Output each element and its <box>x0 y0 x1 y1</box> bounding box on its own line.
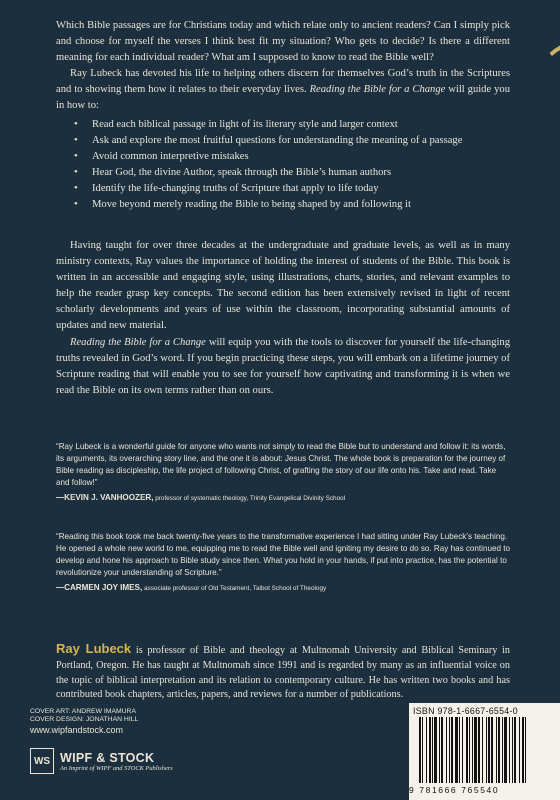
body-paragraph-4: Reading the Bible for a Change will equip you with the tools to discover for yourself the life-changing truths revealed in God’s word. If you begin practicing these steps, you will embark on a lifetime journey of Scripture reading that will enable you to see for yourself how captivating and transforming it is when we read the Bible on its own terms rather than on ours. <box>56 336 510 396</box>
isbn-barcode-box <box>409 703 560 800</box>
publisher-imprint: An Imprint of WIPF and STOCK Publishers <box>60 764 173 772</box>
publisher-url: www.wipfandstock.com <box>30 724 124 735</box>
barcode-icon <box>415 717 554 783</box>
wipf-stock-logo-icon: WS <box>30 748 54 774</box>
isbn-label: ISBN 978-1-6667-6554-0 <box>413 706 518 716</box>
book-title-italic: Reading the Bible for a Change <box>309 84 446 96</box>
publisher-name: WIPF & STOCK <box>60 750 155 765</box>
intro-blurb <box>56 18 510 217</box>
endorsement-vanhoozer <box>56 441 510 504</box>
cover-art-credit: COVER ART: ANDREW IMAMURA <box>30 708 136 715</box>
cover-credits <box>30 708 138 736</box>
publisher-block <box>30 748 173 774</box>
endorsement-attribution: —CARMEN JOY IMES, associate professor of Old Testament, Talbot School of Theology <box>56 582 327 592</box>
book-title-italic: Reading the Bible for a Change <box>70 336 206 348</box>
list-item: • Identify the life-changing truths of Scripture that apply to life today <box>74 181 510 197</box>
skills-list <box>56 117 510 214</box>
author-name: Ray Lubeck <box>56 641 132 656</box>
author-bio <box>56 640 510 703</box>
endorsement-attribution: —KEVIN J. VANHOOZER, professor of systematic theology, Trinity Evangelical Divinity School <box>56 492 346 502</box>
list-item: • Avoid common interpretive mistakes <box>74 149 510 165</box>
intro-paragraph-2: Ray Lubeck has devoted his life to helping others discern for themselves God’s truth in the Scriptures and to showing them how it relates to their everyday lives. Reading the Bible for a Change will guide you in how to: <box>56 68 510 112</box>
list-item: • Hear God, the divine Author, speak through the Bible’s human authors <box>74 165 510 181</box>
endorsement-imes <box>56 531 510 594</box>
body-paragraph-3: Having taught for over three decades at the undergraduate and graduate levels, as well as in many ministry contexts, Ray values the importance of holding the interest of students of the Bible. This book is written in an accessible and engaging style, using illustrations, charts, stories, and relevant examples to help the reader grasp key concepts. The second edition has been extensively revised in light of recent scholarly developments and years of use within the classroom, incorporating substantial amounts of updates and new material. <box>56 240 510 332</box>
bio-text: is professor of Bible and theology at Multnomah University and Biblical Seminary in Portland, Oregon. He has taught at Multnomah since 1991 and is regarded by many as an influential voice on the topic of biblical interpretation and its relation to contemporary culture. He has written two books and has contributed book chapters, articles, papers, and reviews for a number of publications. <box>56 645 510 701</box>
endorsement-text: “Ray Lubeck is a wonderful guide for anyone who wants not simply to read the Bible but to understand and follow it: its words, its arguments, its overarching story line, and the one it is about: Jesus Christ. The whole book is preparation for the journey of Bible reading as discipleship, the life project of following Christ, of grafting the story of our life onto his. Take and read. Take and follow!” <box>56 442 506 488</box>
list-item: • Read each biblical passage in light of its literary style and larger context <box>74 117 510 133</box>
endorsement-text: “Reading this book took me back twenty-five years to the transformative experience I had sitting under Ray Lubeck’s teaching. He opened a whole new world to me, equipping me to read the Bible well and igniting my desire to do so. Ray has continued to develop and hone his approach to Bible study since then. What you hold in your hands, if put into practice, has the potential to revolutionize your understanding of Scripture.” <box>56 532 510 578</box>
body-blurb <box>56 238 510 399</box>
list-item: • Move beyond merely reading the Bible to being shaped by and following it <box>74 197 510 213</box>
cover-design-credit: COVER DESIGN: JONATHAN HILL <box>30 716 139 724</box>
intro-paragraph-1: Which Bible passages are for Christians today and which relate only to ancient readers? Can I simply pick and choose for myself the verses I think best fit my situation? Who gets to decide? Is there a different meaning for each individual reader? What am I supposed to know to read the Bible well? <box>56 20 510 64</box>
list-item: • Ask and explore the most fruitful questions for understanding the meaning of a passage <box>74 133 510 149</box>
barcode-digits: 9 781666 765540 <box>409 785 500 795</box>
decorative-arc <box>510 33 560 196</box>
